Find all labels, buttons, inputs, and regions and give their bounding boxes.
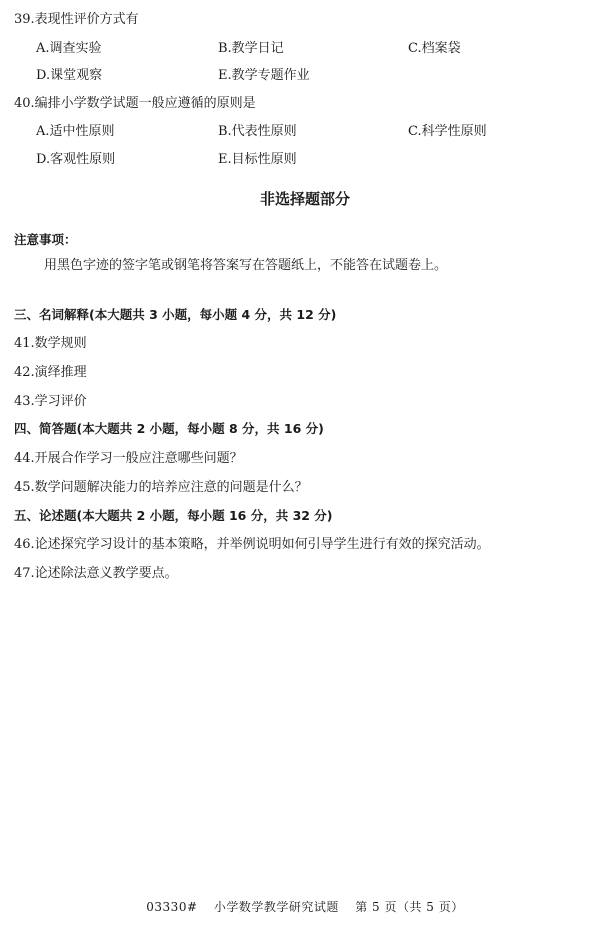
question-40-stem: 40.编排小学数学试题一般应遵循的原则是	[14, 96, 256, 111]
question-39-stem: 39.表现性评价方式有	[14, 12, 139, 27]
question-40-option-c: C.科学性原则	[408, 124, 487, 139]
notice-body: 用黑色字迹的签字笔或钢笔将答案写在答题纸上，不能答在试题卷上。	[44, 258, 448, 273]
question-39-option-a: A.调查实验	[36, 41, 102, 56]
question-44: 44.开展合作学习一般应注意哪些问题？	[14, 451, 243, 466]
footer-title: 小学数学教学研究试题	[213, 900, 339, 914]
part3-heading: 三、名词解释(本大题共 3 小题，每小题 4 分，共 12 分)	[14, 307, 337, 322]
question-41: 41.数学规则	[14, 336, 87, 351]
question-39-option-e: E.教学专题作业	[218, 68, 310, 83]
notice-heading: 注意事项：	[14, 232, 77, 247]
question-46: 46.论述探究学习设计的基本策略，并举例说明如何引导学生进行有效的探究活动。	[14, 537, 490, 552]
question-39-option-d: D.课堂观察	[36, 68, 103, 83]
question-42: 42.演绎推理	[14, 365, 87, 380]
question-45: 45.数学问题解决能力的培养应注意的问题是什么？	[14, 480, 308, 495]
question-39-option-c: C.档案袋	[408, 41, 461, 56]
part5-heading: 五、论述题(本大题共 2 小题，每小题 16 分，共 32 分)	[14, 508, 333, 523]
question-40-option-d: D.客观性原则	[36, 152, 116, 167]
question-43: 43.学习评价	[14, 394, 87, 409]
question-40-option-e: E.目标性原则	[218, 152, 297, 167]
footer-code: 03330#	[146, 900, 198, 914]
question-40-option-b: B.代表性原则	[218, 124, 297, 139]
section-title: 非选择题部分	[259, 190, 350, 208]
question-47: 47.论述除法意义教学要点。	[14, 566, 178, 581]
part4-heading: 四、简答题(本大题共 2 小题，每小题 8 分，共 16 分)	[14, 421, 324, 436]
page-footer	[0, 901, 610, 913]
question-39-option-b: B.教学日记	[218, 41, 284, 56]
question-40-option-a: A.适中性原则	[36, 124, 115, 139]
footer-page: 第 5 页（共 5 页）	[355, 900, 464, 914]
